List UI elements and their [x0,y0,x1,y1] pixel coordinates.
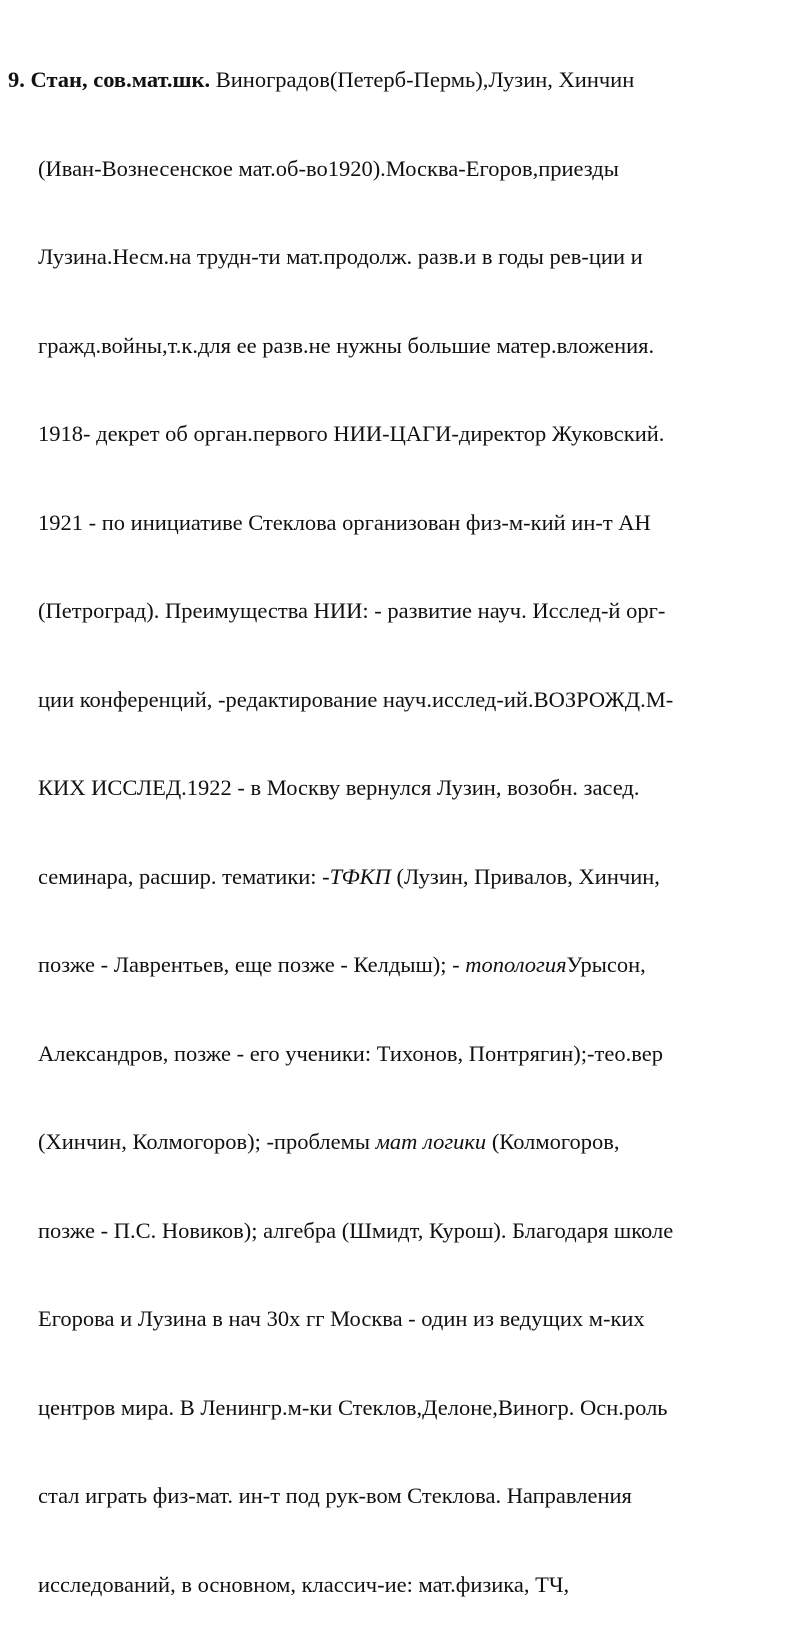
text-line: 1918- декрет об орган.первого НИИ-ЦАГИ-директор Жуковский. [38,421,665,446]
section-heading: 9. Стан, сов.мат.шк. [8,67,211,92]
text-line: (Иван-Вознесенское мат.об-во1920).Москва-Егоров,приезды [38,155,619,181]
text-line: позже - П.С. Новиков); алгебра (Шмидт, Курош). Благодаря школе [38,1217,674,1243]
text-line: 1921 - по инициативе Стеклова организован физ-м-кий ин-т АН [38,509,651,535]
text-line: стал играть физ-мат. ин-т под рук-вом Стеклова. Направления [38,1483,632,1508]
text-line: Лузина.Несм.на трудн-ти мат.продолж. разв.и в годы рев-ции и [38,244,643,269]
text-line: гражд.войны,т.к.для ее разв.не нужны большие матер.вложения. [38,332,655,358]
text-line: ции конференций, -редактирование науч.исслед-ий.ВОЗРОЖД.М- [38,686,674,712]
document-text [8,6,792,1629]
text-line: центров мира. В Ленингр.м-ки Стеклов,Делоне,Виногр. Осн.роль [38,1394,668,1420]
text-line: 9. Стан, сов.мат.шк. Виноградов(Петерб-Пермь),Лузин, Хинчин [8,67,635,92]
italic-term-math-logic: мат логики [375,1129,487,1154]
text-line: КИХ ИССЛЕД.1922 - в Москву вернулся Лузин, возобн. засед. [38,775,640,800]
text-line: (Хинчин, Колмогоров); -проблемы мат логики (Колмогоров, [38,1129,620,1154]
text-line: (Петроград). Преимущества НИИ: - развитие науч. Исслед-й орг- [38,598,666,623]
italic-term-tfkp: ТФКП [329,863,391,889]
text-line: Егорова и Лузина в нач 30х гг Москва - один из ведущих м-ких [38,1306,645,1331]
italic-term-topology: топология [465,952,567,977]
text-line: исследований, в основном, классич-ие: мат.физика, ТЧ, [38,1571,570,1597]
text-line: семинара, расшир. тематики: -ТФКП (Лузин, Привалов, Хинчин, [38,863,660,889]
text-line: Александров, позже - его ученики: Тихонов, Понтрягин);-тео.вер [38,1040,663,1066]
text-line: позже - Лаврентьев, еще позже - Келдыш); - топологияУрысон, [38,952,646,977]
